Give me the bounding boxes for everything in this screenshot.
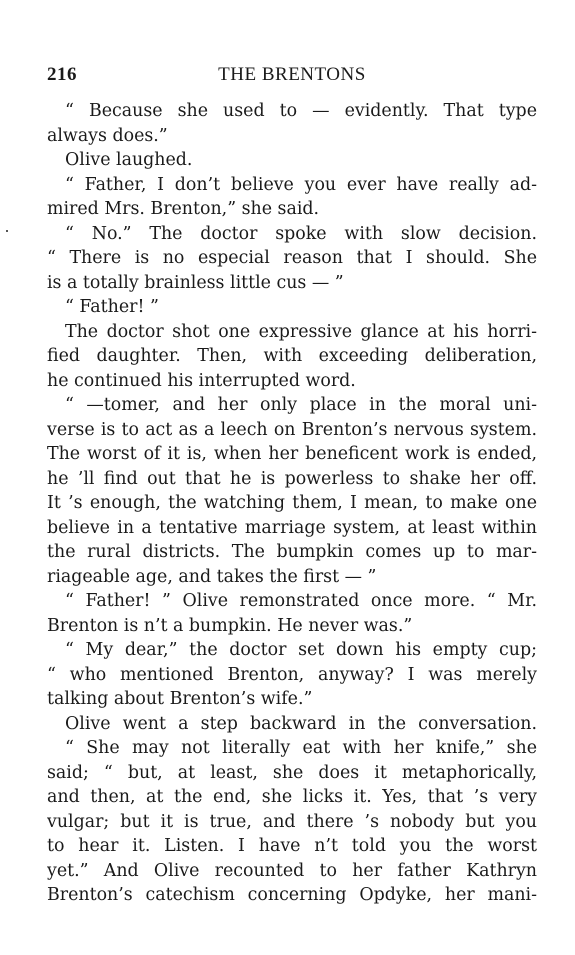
text-line: fied daughter. Then, with exceeding deliberation, xyxy=(47,346,537,366)
text-line: Olive laughed. xyxy=(65,150,193,170)
text-line: “ Father, I don’t believe you ever have really ad- xyxy=(65,174,537,195)
text-line: and then, at the end, she licks it. Yes, that ’s very xyxy=(47,787,537,807)
text-line: said; “ but, at least, she does it metaphorically, xyxy=(47,762,537,783)
text-line: The doctor shot one expressive glance at his horri- xyxy=(65,321,537,342)
text-line: believe in a tentative marriage system, at least within xyxy=(47,517,537,538)
book-page xyxy=(47,62,537,908)
text-line: “ who mentioned Brenton, anyway? I was merely xyxy=(47,664,537,685)
text-line: he ’ll find out that he is powerless to shake her off. xyxy=(47,468,537,489)
text-line: yet.” And Olive recounted to her father Kathryn xyxy=(47,860,537,881)
page-number: 216 xyxy=(47,64,77,85)
text-line: “ No.” The doctor spoke with slow decision. xyxy=(65,223,537,244)
text-line: to hear it. Listen. I have n’t told you the worst xyxy=(47,836,537,856)
text-line: “ My dear,” the doctor set down his empty cup; xyxy=(65,640,537,660)
text-line: is a totally brainless little cus — ” xyxy=(47,272,344,293)
text-line: talking about Brenton’s wife.” xyxy=(47,689,313,709)
text-line: Olive went a step backward in the conversation. xyxy=(65,713,537,734)
text-line: “ Father! ” xyxy=(65,297,159,317)
text-line: riageable age, and takes the first — ” xyxy=(47,566,377,587)
page-body-text xyxy=(47,99,537,908)
margin-speck xyxy=(6,230,8,232)
text-line: “ She may not literally eat with her knife,” she xyxy=(65,738,537,758)
text-line: Brenton is n’t a bumpkin. He never was.” xyxy=(47,615,413,636)
text-line: he continued his interrupted word. xyxy=(47,370,356,391)
text-line: “ Father! ” Olive remonstrated once more. “ Mr. xyxy=(65,591,537,611)
text-line: Brenton’s catechism concerning Opdyke, her mani- xyxy=(47,885,537,905)
text-line: mired Mrs. Brenton,” she said. xyxy=(47,199,320,219)
text-line: vulgar; but it is true, and there ’s nobody but you xyxy=(47,811,537,832)
text-line: always does.” xyxy=(47,125,168,146)
text-line: “ Because she used to — evidently. That type xyxy=(65,101,537,121)
text-line: It ’s enough, the watching them, I mean, to make one xyxy=(47,493,537,513)
running-header xyxy=(47,62,537,92)
text-line: “ —tomer, and her only place in the moral uni- xyxy=(65,395,537,415)
running-title: THE BRENTONS xyxy=(218,64,366,85)
text-line: The worst of it is, when her beneficent work is ended, xyxy=(47,444,537,464)
text-line: verse is to act as a leech on Brenton’s nervous system. xyxy=(47,419,537,440)
text-line: “ There is no especial reason that I should. She xyxy=(47,248,537,268)
text-line: the rural districts. The bumpkin comes up to mar- xyxy=(47,542,537,562)
